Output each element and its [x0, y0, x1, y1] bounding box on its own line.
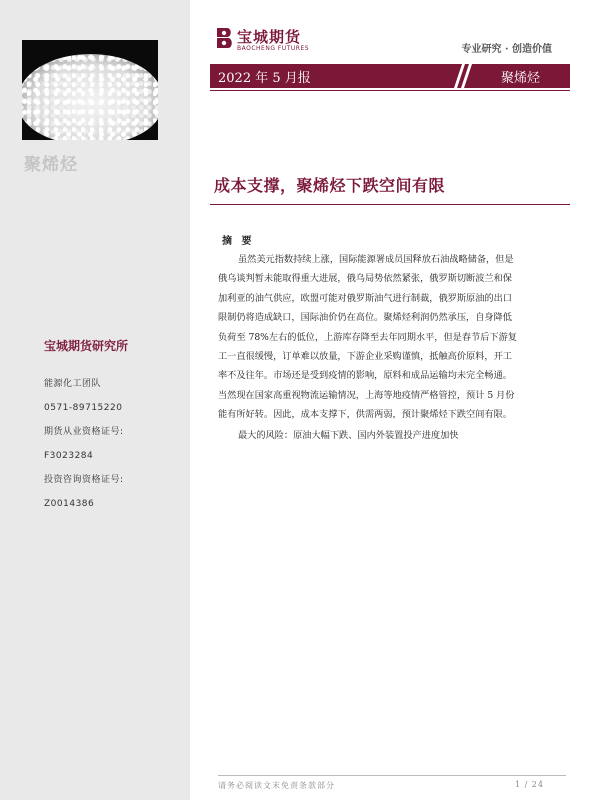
report-banner	[210, 64, 570, 88]
footer-disclaimer: 请务必阅读文末免责条款部分	[218, 781, 335, 790]
abstract-line: 当然现在国家高重视物流运输情况，上海等地疫情严格管控，预计 5 月份	[218, 389, 515, 401]
sidebar	[0, 0, 190, 800]
abstract-heading: 摘 要	[222, 236, 255, 247]
slogan: 专业研究 · 创造价值	[461, 44, 552, 55]
research-institute-name: 宝城期货研究所	[44, 339, 129, 353]
report-title: 成本支撑，聚烯烃下跌空间有限	[214, 176, 446, 195]
advisory-cert-number: Z0014386	[44, 499, 95, 509]
abstract-line: 加利亚的油气供应，欧盟可能对俄罗斯油气进行制裁，俄罗斯原油的出口	[218, 292, 512, 304]
footer-divider	[218, 775, 566, 776]
phone-number: 0571-89715220	[44, 403, 123, 413]
page-number: 1 / 24	[514, 780, 544, 789]
abstract-line: 负荷至 78%左右的低位，上游库存降至去年同期水平，但是春节后下游复	[218, 331, 517, 343]
analyst-info	[44, 376, 124, 520]
report-category: 聚烯烃	[500, 71, 540, 86]
futures-cert-label: 期货从业资格证号:	[44, 427, 124, 437]
plastic-pellets-image	[22, 54, 158, 140]
advisory-cert-label: 投资咨询资格证号:	[44, 475, 124, 485]
product-photo	[22, 40, 158, 140]
title-divider	[210, 204, 570, 205]
abstract-line: 工一直很缓慢，订单难以放量，下游企业采购谨慎，抵触高价原料，开工	[218, 351, 512, 363]
abstract-line: 虽然美元指数持续上涨，国际能源署成员国释放石油战略储备，但是	[238, 254, 514, 265]
company-logo	[214, 26, 324, 56]
abstract-line: 能有所好转。因此，成本支撑下，供需两弱，预计聚烯烃下跌空间有限。	[218, 409, 512, 421]
banner-stripes-icon	[448, 64, 472, 88]
abstract-line: 俄乌谈判暂未能取得重大进展，俄乌局势依然紧张，俄罗斯切断波兰和保	[218, 273, 512, 285]
abstract-line: 限制仍将造成缺口，国际油价仍在高位。聚烯烃利润仍然承压，自身降低	[218, 312, 512, 324]
abstract-body	[218, 250, 566, 425]
abstract-line: 率不及往年。市场还是受到疫情的影响，原料和成品运输均未完全畅通。	[218, 370, 512, 382]
team-name: 能源化工团队	[44, 379, 102, 389]
futures-cert-number: F3023284	[44, 451, 94, 461]
logo-text-cn: 宝城期货	[237, 28, 302, 46]
banner-underline	[210, 90, 570, 91]
sidebar-product-name: 聚烯烃	[24, 155, 78, 175]
report-date: 2022 年 5 月报	[218, 71, 311, 86]
logo-text-en: BAOCHENG FUTURES	[237, 45, 310, 52]
risk-statement: 最大的风险：原油大幅下跌、国内外装置投产进度加快	[238, 430, 459, 441]
logo-mark-icon	[214, 26, 234, 50]
